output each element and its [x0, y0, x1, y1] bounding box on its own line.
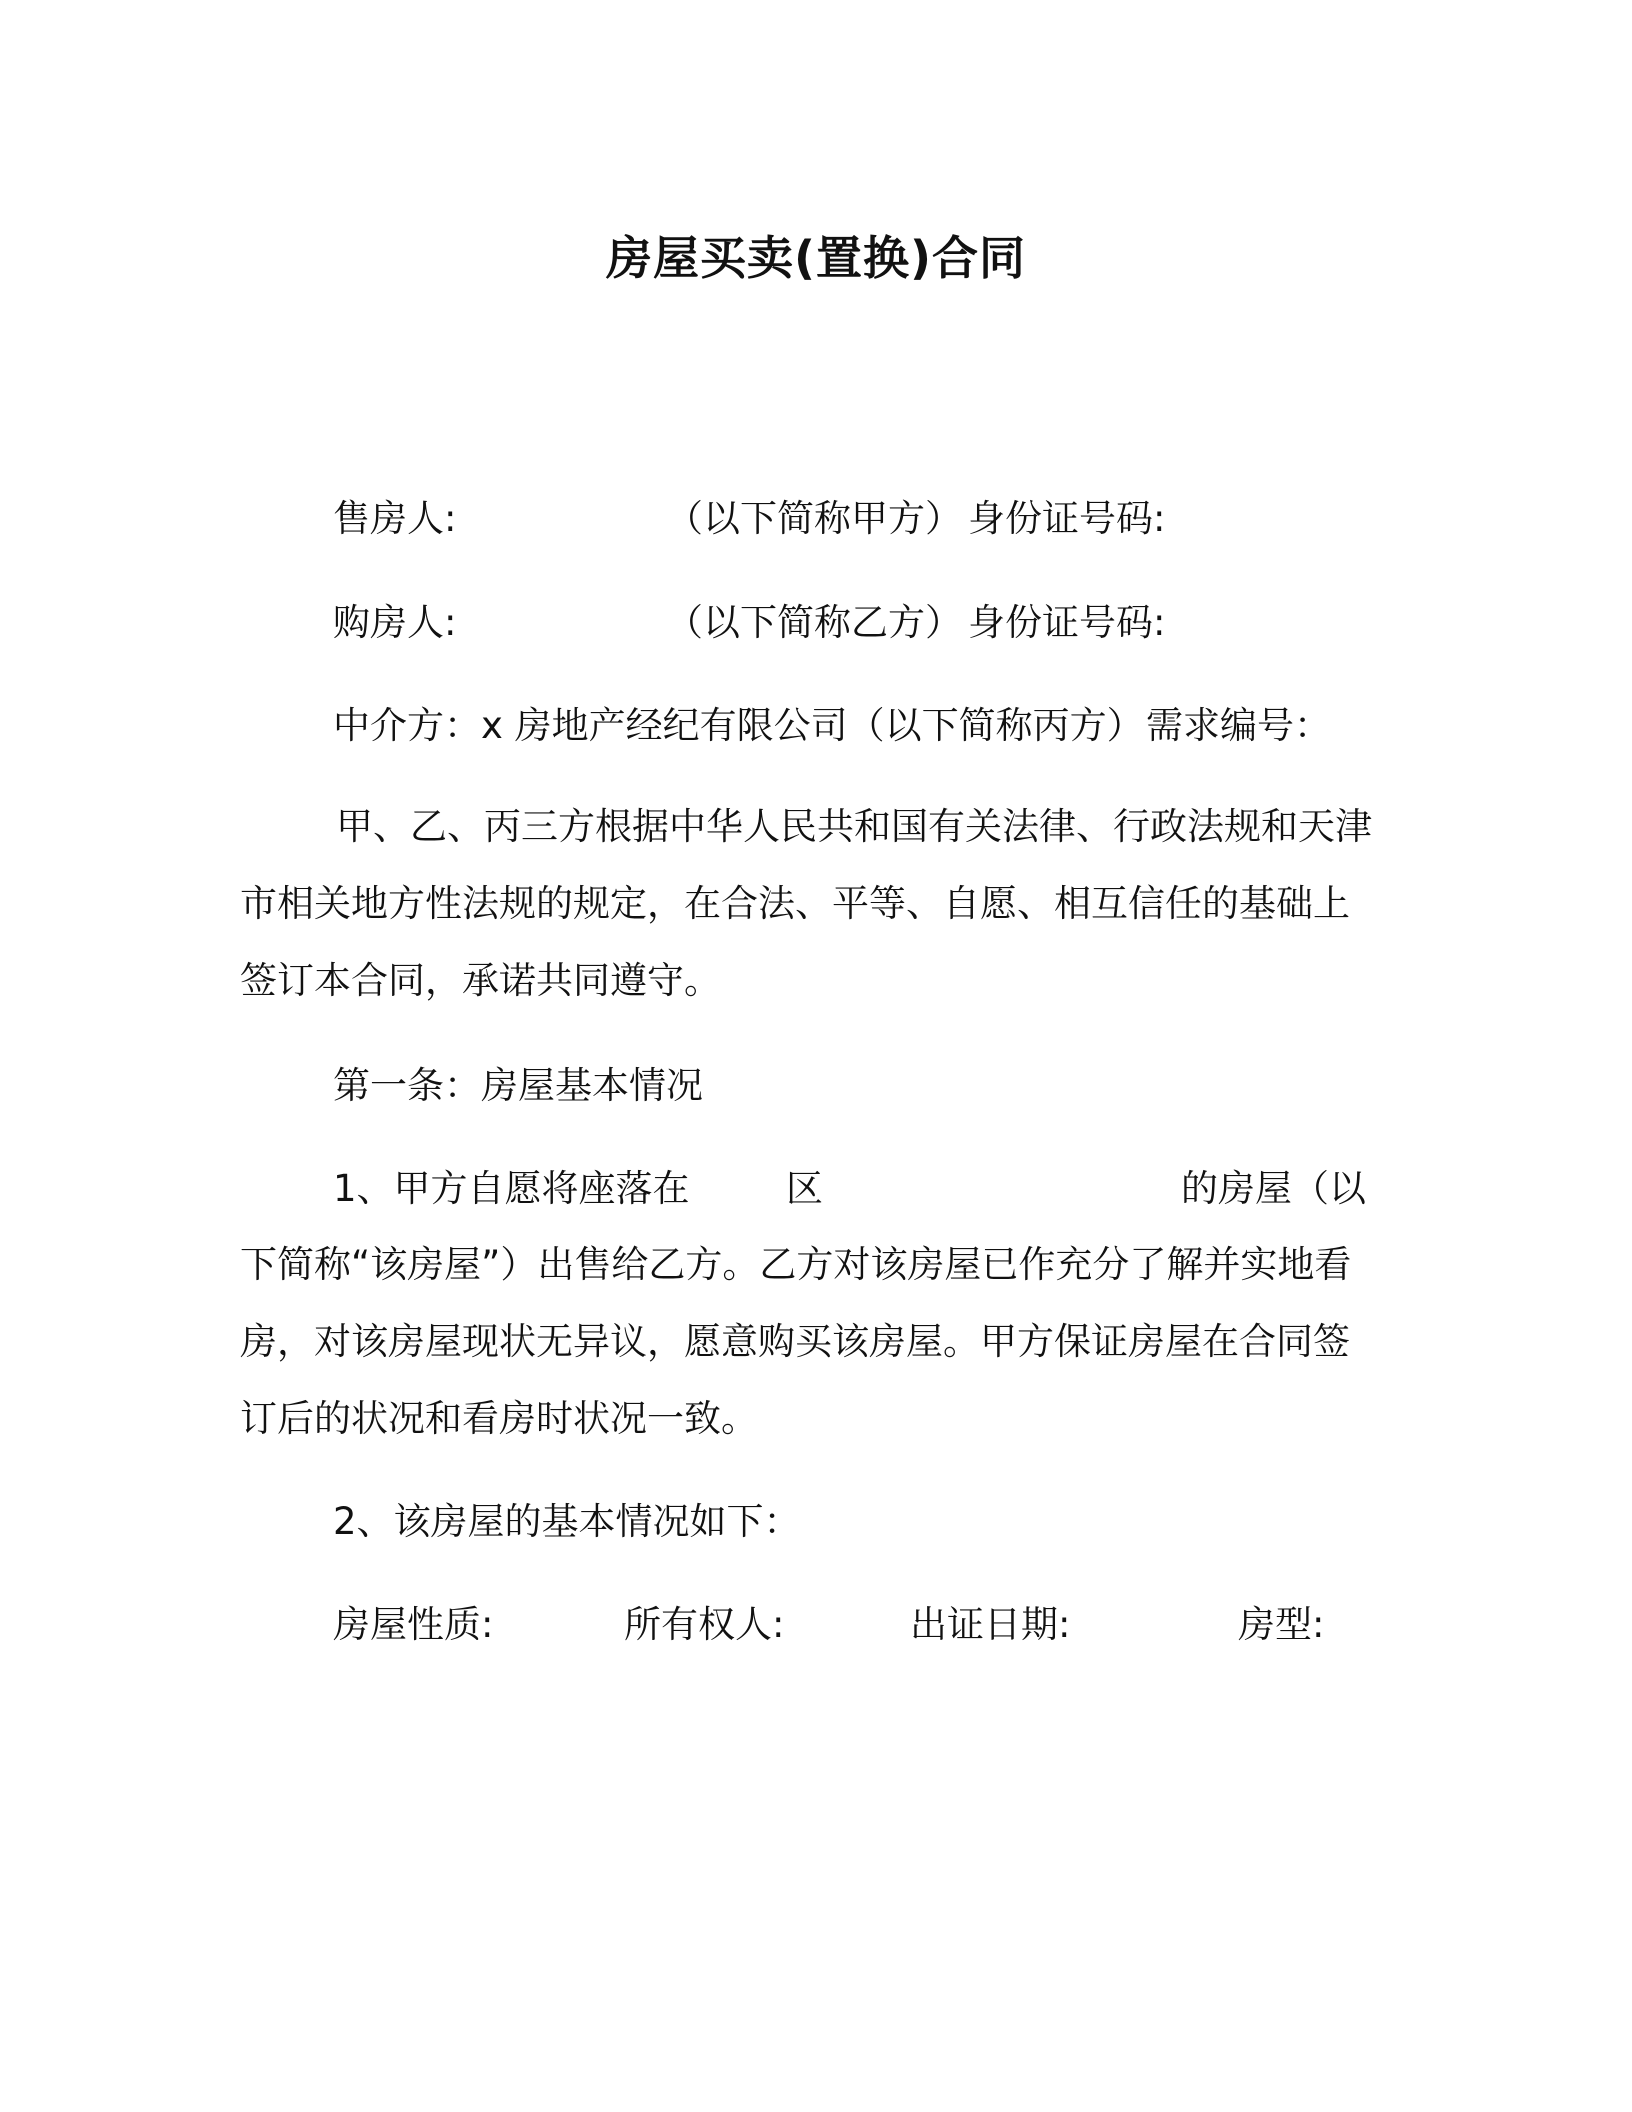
clause-1-suffix: 的房屋（以	[1181, 1167, 1366, 1210]
clause-1-prefix: 1、甲方自愿将座落在	[333, 1167, 690, 1210]
article-1-heading: 第一条：房屋基本情况	[333, 1064, 703, 1107]
buyer-id-label: 身份证号码:	[968, 601, 1166, 644]
seller-id-label: 身份证号码:	[968, 497, 1166, 540]
document-title: 房屋买卖(置换)合同	[605, 231, 1027, 285]
agent-text: 中介方：x 房地产经纪有限公司（以下简称丙方）	[333, 704, 1144, 747]
intro-paragraph: 甲、乙、丙三方根据中华人民共和国有关法律、行政法规和天津市相关地方性法规的规定，在合法、平等、自愿、相互信任的基础上签订本合同，承诺共同遵守。	[240, 805, 1372, 1002]
clause-1-continuation: 下简称“该房屋”）出售给乙方。乙方对该房屋已作充分了解并实地看房，对该房屋现状无异议，愿意购买该房屋。甲方保证房屋在合同签订后的状况和看房时状况一致。	[240, 1243, 1352, 1440]
clause-1-district: 区	[786, 1167, 823, 1210]
buyer-label: 购房人:	[333, 601, 457, 644]
buyer-alias: （以下简称乙方）	[666, 601, 962, 644]
property-owner-label: 所有权人:	[624, 1603, 785, 1646]
property-layout-label: 房型:	[1238, 1603, 1325, 1646]
clause-2: 2、该房屋的基本情况如下：	[333, 1500, 801, 1543]
property-nature-label: 房屋性质:	[333, 1603, 494, 1646]
seller-label: 售房人:	[333, 497, 457, 540]
agent-requirement-label: 需求编号：	[1146, 704, 1331, 747]
property-issue-date-label: 出证日期:	[910, 1603, 1071, 1646]
seller-alias: （以下简称甲方）	[666, 497, 962, 540]
